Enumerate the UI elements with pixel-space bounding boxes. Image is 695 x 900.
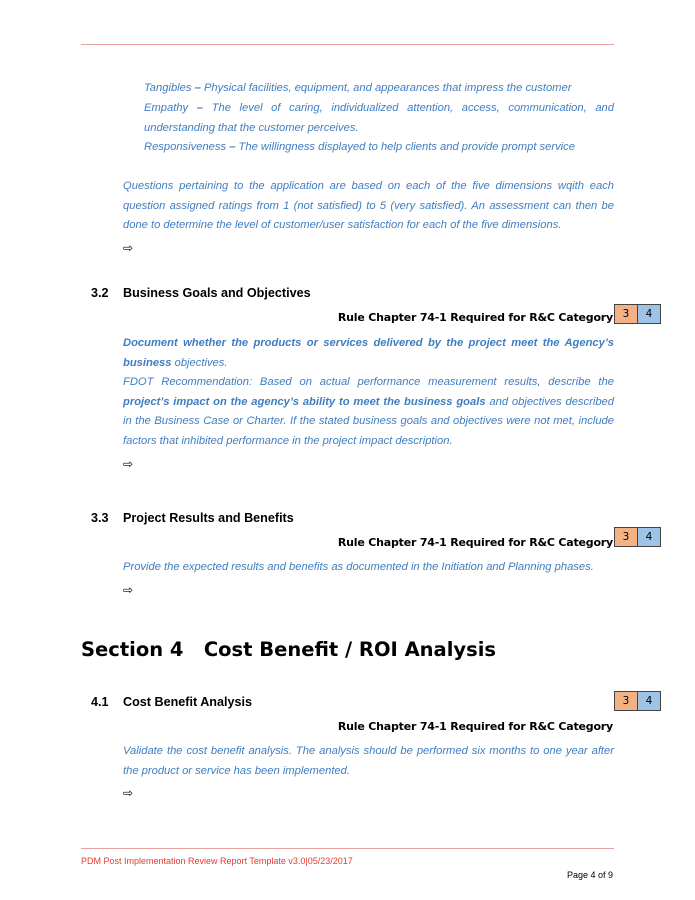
section-4-1-paragraph: Validate the cost benefit analysis. The analysis should be performed six months to one year after the product or service has been implemented.	[123, 745, 614, 777]
arrow-icon: ⇨	[123, 786, 134, 800]
footer-rule	[81, 848, 614, 849]
page-number: Page 4 of 9	[566, 870, 613, 880]
header-rule	[81, 44, 614, 45]
category-4-box: 4	[637, 691, 661, 711]
section-3-3-heading: 3.3 Project Results and Benefits	[91, 511, 294, 525]
questions-paragraph: Questions pertaining to the application are based on each of the five dimensions wqith each question assigned ratings from 1 (not satisfied) to 5 (very satisfied). An assessment can then be done to determine the level of customer/user satisfaction for each of the five dimensions.	[123, 180, 614, 231]
arrow-icon: ⇨	[123, 457, 134, 471]
category-boxes	[614, 527, 661, 547]
category-4-box: 4	[637, 527, 661, 547]
tangibles-item: Tangibles – Physical facilities, equipment, and appearances that impress the customer	[144, 82, 572, 94]
section-4-heading: Section 4 Cost Benefit / ROI Analysis	[81, 638, 496, 661]
arrow-icon: ⇨	[123, 583, 134, 597]
responsiveness-item: Responsiveness – The willingness displayed to help clients and provide prompt service	[144, 141, 575, 153]
section-3-2-paragraph-2: FDOT Recommendation: Based on actual performance measurement results, describe the project’s impact on the agency’s ability to meet the business goals and objectives described in the Business Case or Charter. If the stated business goals and objectives were not met, include factors that inhibited performance in the project impact description.	[123, 376, 614, 447]
category-3-box: 3	[614, 527, 638, 547]
arrow-icon: ⇨	[123, 241, 134, 255]
category-3-box: 3	[614, 691, 638, 711]
empathy-item: Empathy – The level of caring, individualized attention, access, communication, and understanding that the customer perceives.	[144, 102, 614, 134]
section-3-3-paragraph: Provide the expected results and benefits as documented in the Initiation and Planning phases.	[123, 561, 594, 573]
section-3-2-heading: 3.2 Business Goals and Objectives	[91, 286, 311, 300]
category-3-box: 3	[614, 304, 638, 324]
rule-chapter-label: Rule Chapter 74-1 Required for R&C Category	[337, 536, 613, 549]
rule-chapter-label: Rule Chapter 74-1 Required for R&C Category	[337, 311, 613, 324]
section-4-1-heading: 4.1 Cost Benefit Analysis	[91, 695, 252, 709]
category-boxes	[614, 304, 661, 324]
footer-template-label: PDM Post Implementation Review Report Template v3.0|05/23/2017	[81, 856, 353, 866]
category-4-box: 4	[637, 304, 661, 324]
category-boxes	[614, 691, 661, 711]
section-3-2-paragraph-1: Document whether the products or services delivered by the project meet the Agency’s business objectives.	[123, 337, 614, 369]
rule-chapter-label: Rule Chapter 74-1 Required for R&C Category	[337, 720, 613, 733]
